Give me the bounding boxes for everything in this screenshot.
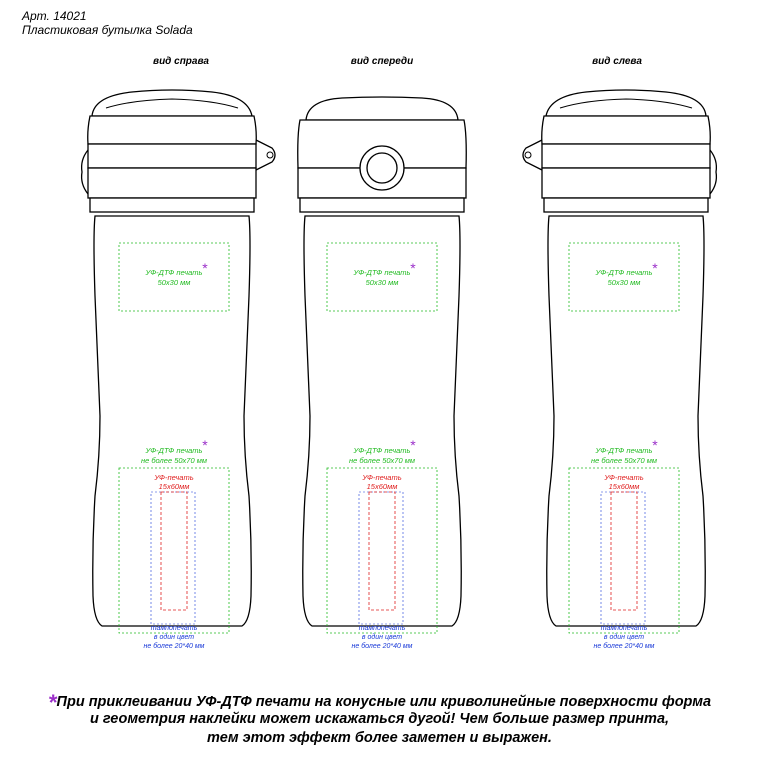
uv-dtf-bottom-size: не более 50x70 мм [348,456,416,465]
uv-dtf-bottom-title: УФ-ДТФ печать [595,446,653,455]
uv-dtf-top-title: УФ-ДТФ печать [145,268,203,277]
bottle-left-view [523,90,716,626]
uv-dtf-top-size: 50x30 мм [607,278,641,287]
star-mark: * [410,260,416,276]
uv-print-title: УФ-печать [604,473,644,482]
pad-print-zone [359,492,403,624]
uv-print-title: УФ-печать [154,473,194,482]
pad-print-line2: в один цвет [153,634,195,641]
bottle-front-view [298,97,467,626]
print-zones-front [327,243,437,650]
pad-print-line1: тампопечать [600,625,648,632]
uv-dtf-top-zone [119,243,229,311]
view-label-left: вид слева [592,56,642,67]
uv-print-zone [369,492,395,610]
star-mark: * [652,437,658,453]
pad-print-line3: не более 20*40 мм [593,643,655,650]
pad-print-line2: в один цвет [603,634,645,641]
uv-print-zone [611,492,637,610]
uv-dtf-bottom-size: не более 50x70 мм [590,456,658,465]
uv-print-size: 15x60мм [608,482,640,491]
uv-dtf-top-zone [569,243,679,311]
footer-text-1: При приклеивании УФ-ДТФ печати на конусные или криволинейные поверхности форма [56,694,712,710]
article-number: Арт. 14021 [22,9,87,23]
print-zones-right [119,243,229,650]
pad-print-line1: тампопечать [358,625,406,632]
uv-dtf-top-size: 50x30 мм [157,278,191,287]
star-mark: * [202,260,208,276]
pad-print-line3: не более 20*40 мм [351,643,413,650]
print-zones-left [569,243,679,650]
uv-dtf-bottom-zone [327,468,437,633]
uv-print-size: 15x60мм [158,482,190,491]
star-mark: * [47,690,57,715]
bottle-right-view [82,90,275,626]
pad-print-zone [601,492,645,624]
uv-dtf-top-title: УФ-ДТФ печать [595,268,653,277]
uv-print-size: 15x60мм [366,482,398,491]
view-label-front: вид спереди [350,56,414,67]
star-mark: * [410,437,416,453]
footer-note-line2: и геометрия наклейки может искажаться дугой! Чем больше размер принта, [89,711,670,727]
uv-dtf-top-zone [327,243,437,311]
pad-print-line2: в один цвет [361,634,403,641]
pad-print-zone [151,492,195,624]
uv-dtf-bottom-zone [119,468,229,633]
uv-dtf-bottom-size: не более 50x70 мм [140,456,208,465]
uv-print-zone [161,492,187,610]
uv-dtf-bottom-zone [569,468,679,633]
view-label-right: вид справа [153,56,209,67]
uv-dtf-top-title: УФ-ДТФ печать [353,268,411,277]
product-name: Пластиковая бутылка Solada [22,23,193,37]
footer-note-line3: тем этот эффект более заметен и выражен. [207,730,552,746]
uv-dtf-bottom-title: УФ-ДТФ печать [353,446,411,455]
star-mark: * [652,260,658,276]
pad-print-line3: не более 20*40 мм [143,643,205,650]
pad-print-line1: тампопечать [150,625,198,632]
star-mark: * [202,437,208,453]
uv-dtf-top-size: 50x30 мм [365,278,399,287]
uv-print-title: УФ-печать [362,473,402,482]
uv-dtf-bottom-title: УФ-ДТФ печать [145,446,203,455]
